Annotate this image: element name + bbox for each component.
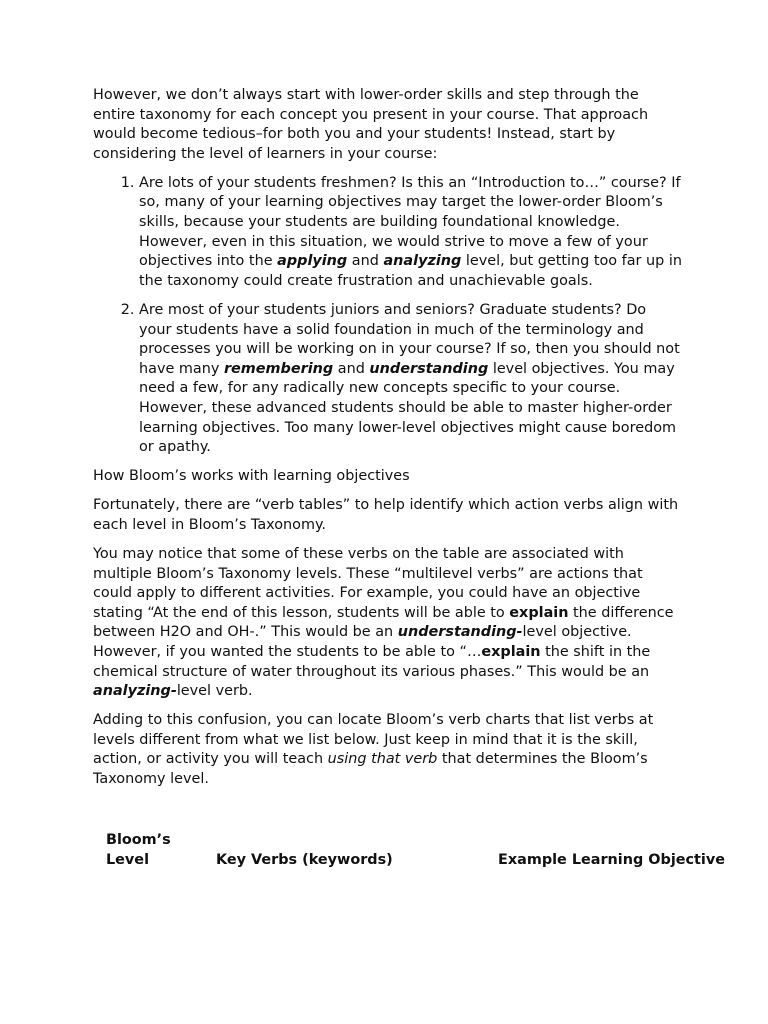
confusion-paragraph (93, 711, 683, 789)
section-heading: How Bloom’s works with learning objectives (93, 468, 410, 485)
paragraph-text: level verb. (176, 683, 253, 700)
column-header-blooms-level: Bloom’s Level (106, 832, 171, 868)
list-item (139, 174, 683, 292)
list-item-text: and (347, 253, 384, 270)
intro-paragraph: However, we don’t always start with lower-order skills and step through the entire taxonomy for each concept you present in your course. That approach would become tedious–for both you and your students! Instead, start by considering the level of learners in your course: (93, 87, 649, 162)
emphasis-remembering: remembering (223, 360, 334, 377)
emphasis-explain: explain (509, 604, 569, 621)
emphasis-analyzing: analyzing (383, 253, 462, 270)
paragraph-text: level objective. However, if you wanted the students to be able to “… (93, 624, 632, 660)
multilevel-paragraph (93, 545, 683, 702)
column-header-example-objective: Example Learning Objective (498, 852, 726, 868)
paragraph-text: the difference between H2O and OH-.” This would be an (93, 604, 674, 641)
verb-tables-paragraph: Fortunately, there are “verb tables” to help identify which action verbs align with each level in Bloom’s Taxonomy. (93, 497, 679, 533)
column-header-key-verbs: Key Verbs (keywords) (216, 852, 393, 868)
emphasis-explain-2: explain (481, 643, 541, 660)
list-item-text: level objectives. You may need a few, for any radically new concepts specific to your course. However, these advanced students should be able to master higher-order learning objectives. Too many lower-level objectives might cause boredom or apathy. (139, 360, 677, 456)
list-item-text: level, but getting too far up in the taxonomy could create frustration and unachievable goals. (139, 253, 682, 289)
list-item-text: Are lots of your students freshmen? Is this an “Introduction to…” course? If so, many of your learning objectives may target the lower-order Bloom’s skills, because your students are building foundational knowledge. However, even in this situation, we would strive to move a few of your objectives into the (139, 174, 681, 270)
emphasis-understanding-level: understanding- (397, 624, 523, 641)
emphasis-understanding: understanding (369, 360, 489, 377)
emphasis-using-that-verb: using that verb (327, 751, 438, 768)
list-item (139, 301, 683, 458)
paragraph-text: Adding to this confusion, you can locate Bloom’s verb charts that list verbs at levels different from what we list below. Just keep in mind that it is the skill, action, or activity you will teach (93, 712, 654, 768)
emphasis-analyzing-level: analyzing- (93, 683, 177, 700)
paragraph-text: that determines the Bloom’s Taxonomy level. (93, 751, 648, 787)
paragraph-text: the shift in the chemical structure of water throughout its various phases.” This would be an (93, 643, 651, 680)
emphasis-applying: applying (277, 253, 348, 270)
paragraph-text: You may notice that some of these verbs on the table are associated with multiple Bloom’s Taxonomy levels. These “multilevel verbs” are actions that could apply to different activities. For example, you could have an objective stating “At the end of this lesson, students will be able to (93, 545, 643, 621)
list-item-text: and (333, 360, 370, 377)
learner-level-list (93, 174, 683, 458)
list-item-text: Are most of your students juniors and seniors? Graduate students? Do your students have a solid foundation in much of the terminology and processes you will be working on in your course? If so, then you should not have many (139, 301, 680, 377)
document-body (93, 86, 683, 799)
